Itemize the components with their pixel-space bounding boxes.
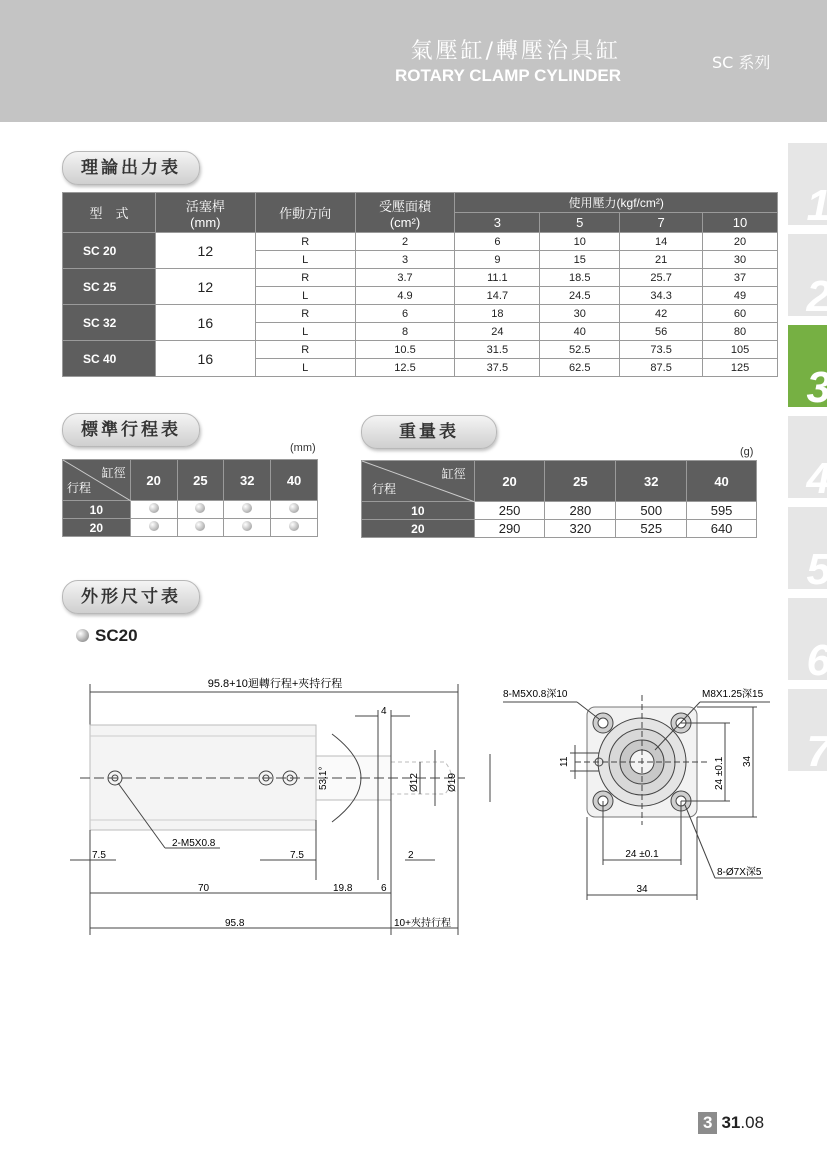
available-dot-icon bbox=[289, 521, 299, 531]
force-cell: 10 bbox=[540, 233, 620, 251]
rod-cell: 16 bbox=[155, 341, 255, 377]
table-row bbox=[63, 233, 778, 251]
force-cell: 105 bbox=[703, 341, 778, 359]
page-number-main: 31 bbox=[721, 1113, 741, 1132]
dim-24-horizontal: 24 ±0.1 bbox=[625, 849, 659, 860]
table-row bbox=[63, 269, 778, 287]
corner-bottom-label: 行程 bbox=[67, 481, 92, 495]
force-cell: 49 bbox=[703, 287, 778, 305]
area-cell: 6 bbox=[355, 305, 455, 323]
dim-holes-top: 8-M5X0.8深10 bbox=[503, 689, 568, 700]
output-table-title: 理論出力表 bbox=[62, 151, 200, 185]
dim-7-5-left: 7.5 bbox=[92, 850, 106, 861]
front-view-drawing bbox=[495, 675, 780, 910]
header-p3: 3 bbox=[455, 213, 540, 233]
weight-cell: 595 bbox=[687, 502, 757, 520]
rod-cell: 12 bbox=[155, 233, 255, 269]
dim-d12: Ø12 bbox=[409, 773, 420, 792]
direction-cell: R bbox=[255, 269, 355, 287]
available-dot-icon bbox=[242, 503, 252, 513]
area-cell: 10.5 bbox=[355, 341, 455, 359]
rod-cell: 12 bbox=[155, 269, 255, 305]
force-cell: 37 bbox=[703, 269, 778, 287]
weight-cell: 500 bbox=[616, 502, 687, 520]
availability-cell bbox=[130, 501, 177, 519]
available-dot-icon bbox=[149, 521, 159, 531]
force-cell: 11.1 bbox=[455, 269, 540, 287]
area-cell: 12.5 bbox=[355, 359, 455, 377]
dim-34-vertical: 34 bbox=[742, 755, 753, 767]
page-number bbox=[698, 1112, 764, 1134]
corner-top-label: 缸徑 bbox=[441, 467, 466, 481]
chapter-tab-6[interactable]: 6 bbox=[788, 598, 827, 680]
force-cell: 31.5 bbox=[455, 341, 540, 359]
chapter-tab-1[interactable]: 1 bbox=[788, 143, 827, 225]
table-row bbox=[63, 501, 318, 519]
weight-cell: 320 bbox=[545, 520, 616, 538]
weight-table bbox=[361, 460, 757, 538]
side-view-drawing bbox=[60, 670, 480, 940]
dim-angle: 53.1° bbox=[318, 766, 329, 790]
chapter-tab-4[interactable]: 4 bbox=[788, 416, 827, 498]
table-row bbox=[362, 502, 757, 520]
header-direction: 作動方向 bbox=[255, 193, 355, 233]
force-cell: 24 bbox=[455, 323, 540, 341]
force-cell: 42 bbox=[620, 305, 703, 323]
weight-cell: 250 bbox=[474, 502, 545, 520]
dim-2: 2 bbox=[408, 850, 414, 861]
dim-6: 6 bbox=[381, 883, 387, 894]
table-row bbox=[63, 341, 778, 359]
rod-cell: 16 bbox=[155, 305, 255, 341]
force-cell: 30 bbox=[703, 251, 778, 269]
force-cell: 24.5 bbox=[540, 287, 620, 305]
dim-d19: Ø19 bbox=[447, 773, 458, 792]
bore-col: 40 bbox=[271, 460, 318, 501]
availability-cell bbox=[130, 519, 177, 537]
force-cell: 60 bbox=[703, 305, 778, 323]
dim-4: 4 bbox=[381, 706, 387, 717]
force-cell: 14.7 bbox=[455, 287, 540, 305]
corner-top-label: 缸徑 bbox=[101, 466, 126, 480]
header-p7: 7 bbox=[620, 213, 703, 233]
chapter-number: 3 bbox=[698, 1112, 717, 1134]
weight-unit: (g) bbox=[740, 446, 754, 458]
page-header bbox=[0, 0, 827, 122]
available-dot-icon bbox=[289, 503, 299, 513]
force-cell: 15 bbox=[540, 251, 620, 269]
corner-bottom-label: 行程 bbox=[372, 482, 397, 496]
force-cell: 37.5 bbox=[455, 359, 540, 377]
available-dot-icon bbox=[242, 521, 252, 531]
force-cell: 125 bbox=[703, 359, 778, 377]
chapter-tab-7[interactable]: 7 bbox=[788, 689, 827, 771]
availability-cell bbox=[224, 501, 271, 519]
dim-19-8: 19.8 bbox=[333, 883, 353, 894]
model-cell: SC 25 bbox=[63, 269, 156, 305]
availability-cell bbox=[271, 501, 318, 519]
area-cell: 3 bbox=[355, 251, 455, 269]
force-cell: 18 bbox=[455, 305, 540, 323]
force-cell: 20 bbox=[703, 233, 778, 251]
area-cell: 3.7 bbox=[355, 269, 455, 287]
header-area: 受壓面積 (cm²) bbox=[355, 193, 455, 233]
direction-cell: L bbox=[255, 359, 355, 377]
bore-col: 20 bbox=[130, 460, 177, 501]
output-force-table bbox=[62, 192, 778, 377]
force-cell: 25.7 bbox=[620, 269, 703, 287]
dim-24-vertical: 24 ±0.1 bbox=[714, 756, 725, 790]
stroke-table bbox=[62, 459, 318, 537]
available-dot-icon bbox=[195, 503, 205, 513]
force-cell: 87.5 bbox=[620, 359, 703, 377]
header-p10: 10 bbox=[703, 213, 778, 233]
model-subtitle: SC20 bbox=[76, 626, 138, 646]
stroke-corner-cell bbox=[63, 460, 131, 501]
force-cell: 18.5 bbox=[540, 269, 620, 287]
direction-cell: R bbox=[255, 233, 355, 251]
area-cell: 8 bbox=[355, 323, 455, 341]
dim-70: 70 bbox=[198, 883, 210, 894]
weight-row-label: 10 bbox=[362, 502, 475, 520]
direction-cell: L bbox=[255, 287, 355, 305]
force-cell: 21 bbox=[620, 251, 703, 269]
dim-total-top: 95.8+10迴轉行程+夾持行程 bbox=[207, 678, 343, 690]
series-label: SC 系列 bbox=[712, 53, 771, 72]
model-cell: SC 20 bbox=[63, 233, 156, 269]
stroke-row-label: 20 bbox=[63, 519, 131, 537]
force-cell: 80 bbox=[703, 323, 778, 341]
force-cell: 6 bbox=[455, 233, 540, 251]
force-cell: 30 bbox=[540, 305, 620, 323]
header-title-english: ROTARY CLAMP CYLINDER bbox=[394, 66, 621, 85]
stroke-unit: (mm) bbox=[290, 442, 316, 454]
direction-cell: L bbox=[255, 251, 355, 269]
force-cell: 52.5 bbox=[540, 341, 620, 359]
bullet-ball-icon bbox=[76, 629, 89, 642]
weight-cell: 290 bbox=[474, 520, 545, 538]
dim-7-5-right: 7.5 bbox=[290, 850, 304, 861]
force-cell: 40 bbox=[540, 323, 620, 341]
availability-cell bbox=[271, 519, 318, 537]
force-cell: 14 bbox=[620, 233, 703, 251]
header-pressure: 使用壓力(kgf/cm²) bbox=[455, 193, 778, 213]
chapter-tab-3[interactable]: 3 bbox=[788, 325, 827, 407]
force-cell: 73.5 bbox=[620, 341, 703, 359]
available-dot-icon bbox=[195, 521, 205, 531]
weight-cell: 525 bbox=[616, 520, 687, 538]
dim-thread: M8X1.25深15 bbox=[702, 689, 764, 700]
bore-col: 20 bbox=[474, 461, 545, 502]
availability-cell bbox=[177, 501, 224, 519]
header-rod: 活塞桿 (mm) bbox=[155, 193, 255, 233]
dim-95-8: 95.8 bbox=[225, 918, 245, 929]
header-model: 型 式 bbox=[63, 193, 156, 233]
dim-11: 11 bbox=[559, 756, 570, 767]
availability-cell bbox=[177, 519, 224, 537]
bore-col: 25 bbox=[545, 461, 616, 502]
direction-cell: L bbox=[255, 323, 355, 341]
table-row bbox=[63, 305, 778, 323]
dim-clamp: 10+夾持行程 bbox=[394, 918, 451, 929]
weight-cell: 280 bbox=[545, 502, 616, 520]
bore-col: 32 bbox=[616, 461, 687, 502]
weight-corner-cell bbox=[362, 461, 475, 502]
bore-col: 40 bbox=[687, 461, 757, 502]
force-cell: 9 bbox=[455, 251, 540, 269]
weight-row-label: 20 bbox=[362, 520, 475, 538]
availability-cell bbox=[224, 519, 271, 537]
page-number-suffix: .08 bbox=[740, 1113, 765, 1132]
dim-port: 2-M5X0.8 bbox=[172, 838, 216, 849]
weight-cell: 640 bbox=[687, 520, 757, 538]
header-title-chinese: 氣壓缸/轉壓治具缸 bbox=[410, 39, 621, 64]
model-cell: SC 40 bbox=[63, 341, 156, 377]
dim-34-horizontal: 34 bbox=[636, 884, 648, 895]
force-cell: 56 bbox=[620, 323, 703, 341]
chapter-tab-2[interactable]: 2 bbox=[788, 234, 827, 316]
weight-table-title: 重量表 bbox=[361, 415, 497, 449]
table-row bbox=[362, 520, 757, 538]
table-row bbox=[63, 519, 318, 537]
area-cell: 4.9 bbox=[355, 287, 455, 305]
direction-cell: R bbox=[255, 341, 355, 359]
direction-cell: R bbox=[255, 305, 355, 323]
available-dot-icon bbox=[149, 503, 159, 513]
force-cell: 34.3 bbox=[620, 287, 703, 305]
force-cell: 62.5 bbox=[540, 359, 620, 377]
bore-col: 32 bbox=[224, 460, 271, 501]
stroke-table-title: 標準行程表 bbox=[62, 413, 200, 447]
model-cell: SC 32 bbox=[63, 305, 156, 341]
stroke-row-label: 10 bbox=[63, 501, 131, 519]
header-p5: 5 bbox=[540, 213, 620, 233]
dim-holes-bottom: 8-Ø7X深5 bbox=[717, 867, 762, 878]
bore-col: 25 bbox=[177, 460, 224, 501]
dimension-table-title: 外形尺寸表 bbox=[62, 580, 200, 614]
area-cell: 2 bbox=[355, 233, 455, 251]
chapter-tab-5[interactable]: 5 bbox=[788, 507, 827, 589]
